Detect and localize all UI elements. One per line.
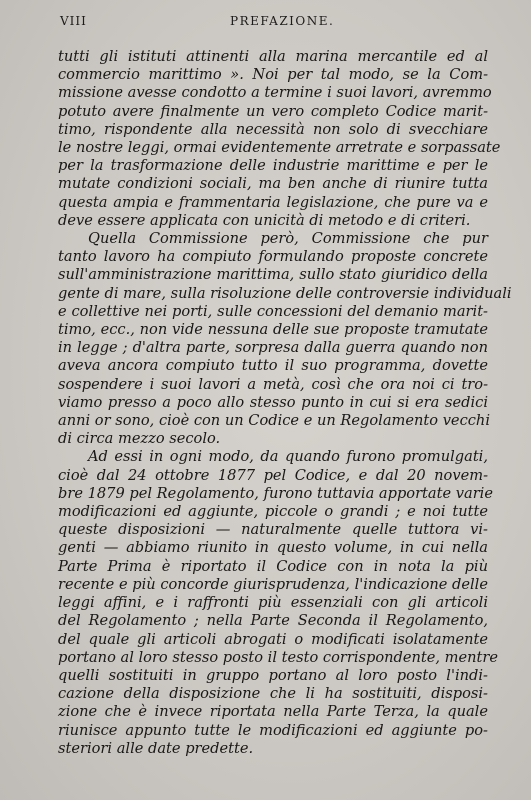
text-line: portano al loro stesso posto il testo corrispondente, mentre: [58, 648, 499, 666]
running-title: PREFAZIONE.: [230, 14, 335, 28]
text-line: timo, rispondente alla necessità non solo di svecchiare: [58, 120, 488, 138]
text-line: e collettive nei porti, sulle concessioni del demanio marit-: [58, 302, 488, 320]
text-line: leggi affini, e i raffronti più essenziali con gli articoli: [58, 594, 488, 612]
paragraph: [58, 448, 499, 757]
text-line: anni or sono, cioè con un Codice e un Regolamento vecchi: [58, 412, 490, 430]
text-line: genti — abbiamo riunito in questo volume, in cui nella: [58, 539, 488, 557]
text-line: Parte Prima è riportato il Codice con in nota la più: [58, 557, 488, 575]
page-header: [60, 12, 490, 34]
text-line: deve essere applicata con unicità di metodo e di criteri.: [58, 211, 471, 229]
text-line: commercio marittimo ». Noi per tal modo, se la Com-: [58, 66, 488, 84]
text-line: mutate condizioni sociali, ma ben anche di riunire tutta: [58, 175, 488, 193]
text-line: riunisce appunto tutte le modificazioni ed aggiunte po-: [58, 721, 488, 739]
text-line: recente e più concorde giurisprudenza, l'indicazione delle: [58, 575, 488, 593]
text-line: timo, ecc., non vide nessuna delle sue proposte tramutate: [58, 321, 488, 339]
text-line: steriori alle date predette.: [58, 739, 254, 757]
text-line: sospendere i suoi lavori a metà, così che ora noi ci tro-: [58, 375, 488, 393]
text-line: tutti gli istituti attinenti alla marina mercantile ed al: [58, 48, 488, 65]
text-line: del quale gli articoli abrogati o modificati isolatamente: [58, 630, 488, 648]
text-line: quelli sostituiti in gruppo portano al loro posto l'indi-: [58, 666, 488, 684]
page-number: VIII: [60, 14, 87, 28]
text-line: Ad essi in ogni modo, da quando furono promulgati,: [88, 448, 488, 466]
text-line: gente di mare, sulla risoluzione delle controversie individuali: [58, 284, 512, 302]
text-line: bre 1879 pel Regolamento, furono tuttavia apportate varie: [58, 484, 493, 502]
text-line: Quella Commissione però, Commissione che pur: [88, 230, 488, 248]
text-line: viamo presso a poco allo stesso punto in cui si era sedici: [58, 393, 488, 411]
body-text: [58, 48, 512, 758]
text-line: tanto lavoro ha compiuto formulando proposte concrete: [58, 248, 488, 266]
paragraph: [58, 230, 512, 448]
text-line: in legge ; d'altra parte, sorpresa dalla guerra quando non: [58, 339, 488, 357]
text-line: modificazioni ed aggiunte, piccole o grandi ; e noi tutte: [58, 503, 488, 521]
text-line: di circa mezzo secolo.: [58, 430, 221, 448]
text-line: cazione della disposizione che li ha sostituiti, disposi-: [58, 685, 488, 703]
text-line: le nostre leggi, ormai evidentemente arretrate e sorpassate: [58, 139, 501, 157]
text-line: potuto avere finalmente un vero completo Codice marit-: [58, 102, 488, 120]
text-line: del Regolamento ; nella Parte Seconda il Regolamento,: [58, 612, 488, 630]
text-line: zione che è invece riportata nella Parte Terza, la quale: [58, 703, 488, 721]
paragraph: [58, 48, 501, 230]
text-line: missione avesse condotto a termine i suoi lavori, avremmo: [58, 84, 492, 102]
text-line: aveva ancora compiuto tutto il suo programma, dovette: [58, 357, 488, 375]
text-line: queste disposizioni — naturalmente quelle tuttora vi-: [58, 521, 488, 539]
text-line: cioè dal 24 ottobre 1877 pel Codice, e dal 20 novem-: [58, 466, 488, 484]
text-line: per la trasformazione delle industrie marittime e per le: [58, 157, 488, 175]
text-line: sull'amministrazione marittima, sullo stato giuridico della: [58, 266, 488, 284]
text-line: questa ampia e frammentaria legislazione, che pure va e: [58, 193, 488, 211]
